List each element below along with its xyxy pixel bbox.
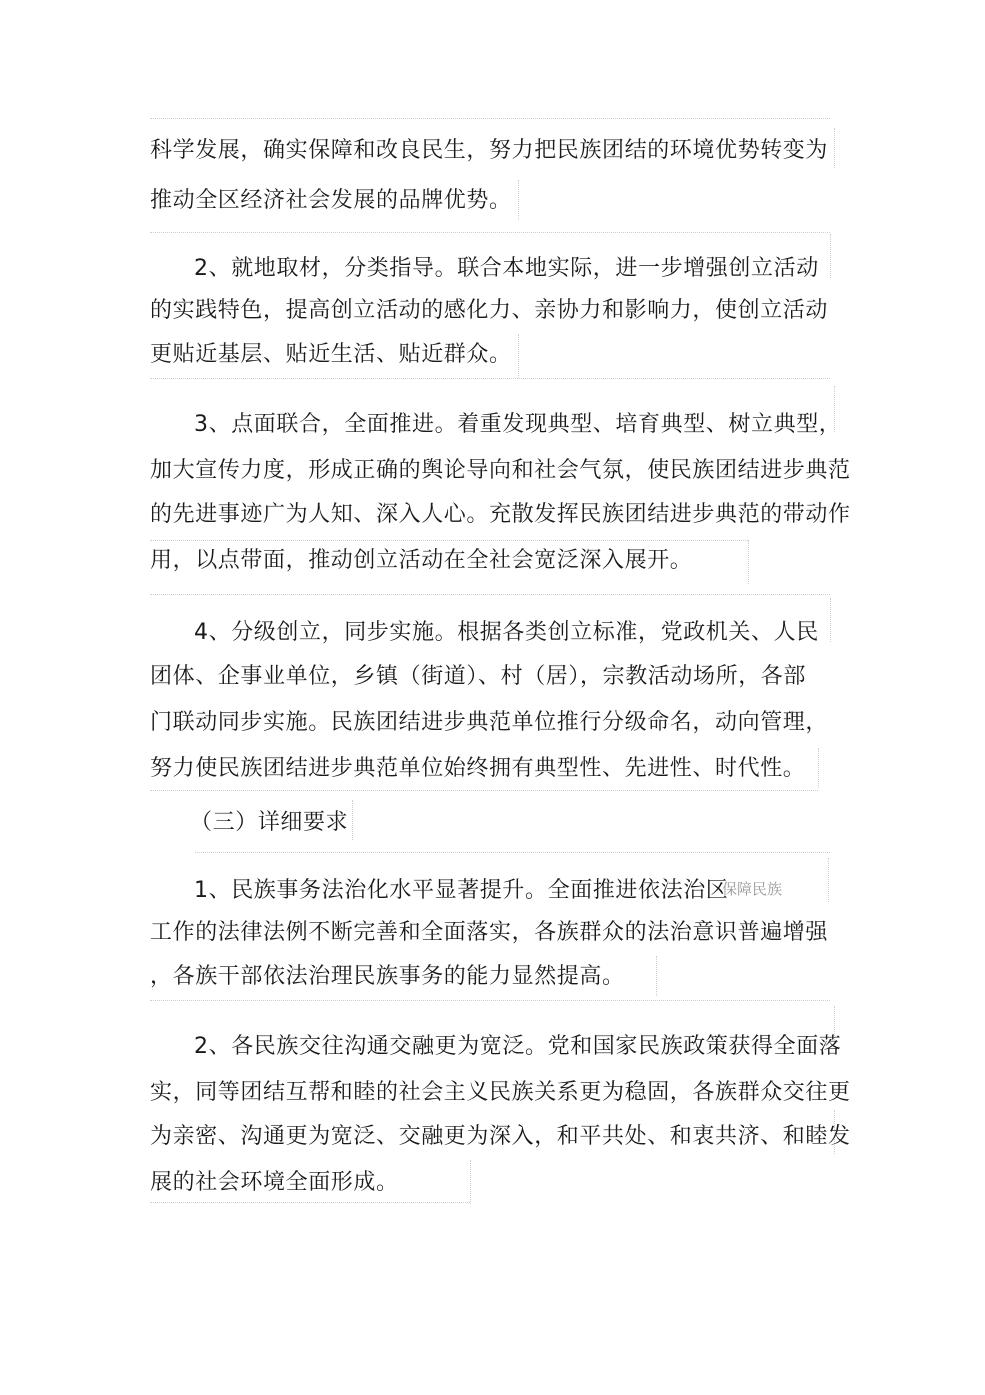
paragraph-3-first-line: 3、点面联合，全面推进。着重发现典型、培育典型、树立典型， [194, 412, 842, 437]
paragraph-4-first-line: 4、分级创立，同步实施。根据各类创立标准，党政机关、人民 [194, 620, 819, 645]
artifact-rule [830, 234, 831, 278]
artifact-rule [150, 232, 830, 233]
artifact-rule [150, 540, 748, 541]
artifact-rule [150, 1202, 470, 1203]
text-line: 更贴近基层、贴近生活、贴近群众。 [150, 342, 512, 367]
artifact-rule [656, 956, 657, 996]
text-line: 努力使民族团结进步典范单位始终拥有典型性、先进性、时代性。 [150, 756, 806, 781]
text-line: 实，同等团结互帮和睦的社会主义民族关系更为稳固，各族群众交往更 [150, 1080, 851, 1105]
artifact-rule [834, 128, 835, 168]
artifact-rule [195, 852, 830, 853]
text-line: 为亲密、沟通更为宽泛、交融更为深入，和平共处、和衷共济、和睦发 [150, 1124, 851, 1149]
artifact-rule [518, 334, 519, 378]
artifact-rule [150, 378, 830, 379]
paragraph-2-first-line: 2、就地取材，分类指导。联合本地实际，进一步增强创立活动 [194, 256, 819, 281]
text-line: 推动全区经济社会发展的品牌优势。 [150, 188, 512, 213]
text-line: ，各族干部依法治理民族事务的能力显然提高。 [150, 964, 625, 989]
artifact-rule [150, 118, 830, 119]
artifact-rule [150, 594, 830, 595]
text-line: 展的社会环境全面形成。 [150, 1170, 399, 1195]
artifact-rule [150, 1000, 830, 1001]
section-heading: （三）详细要求 [190, 810, 349, 835]
text-line: 门联动同步实施。民族团结进步典范单位推行分级命名，动向管理， [150, 710, 829, 735]
requirement-2-first-line: 2、各民族交往沟通交融更为宽泛。党和国家民族政策获得全面落 [194, 1034, 842, 1059]
text-line: 的先进事迹广为人知、深入人心。充散发挥民族团结进步典范的带动作 [150, 502, 851, 527]
text-line: 科学发展，确实保障和改良民生，努力把民族团结的环境优势转变为 [150, 138, 829, 163]
artifact-rule [748, 540, 749, 584]
artifact-rule [818, 748, 819, 788]
artifact-rule [828, 858, 829, 902]
text-line: 用，以点带面，推动创立活动在全社会宽泛深入展开。 [150, 548, 693, 573]
requirement-1-first-line: 1、民族事务法治化水平显著提升。全面推进依法治区 [194, 878, 729, 903]
artifact-rule [470, 1160, 471, 1204]
artifact-rule [518, 180, 519, 220]
text-line: 加大宣传力度，形成正确的舆论导向和社会气氛，使民族团结进步典范 [150, 458, 851, 483]
text-line: 团体、企事业单位，乡镇（街道）、村（居），宗教活动场所，各部 [150, 664, 807, 689]
text-line: 的实践特色，提高创立活动的感化力、亲协力和影响力，使创立活动 [150, 298, 829, 323]
artifact-rule [830, 598, 831, 642]
stray-text-fragment: 保障民族 [722, 880, 783, 898]
artifact-rule [352, 800, 353, 840]
artifact-rule [150, 790, 818, 791]
text-line: 工作的法律法例不断完善和全面落实，各族群众的法治意识普遍增强 [150, 920, 829, 945]
